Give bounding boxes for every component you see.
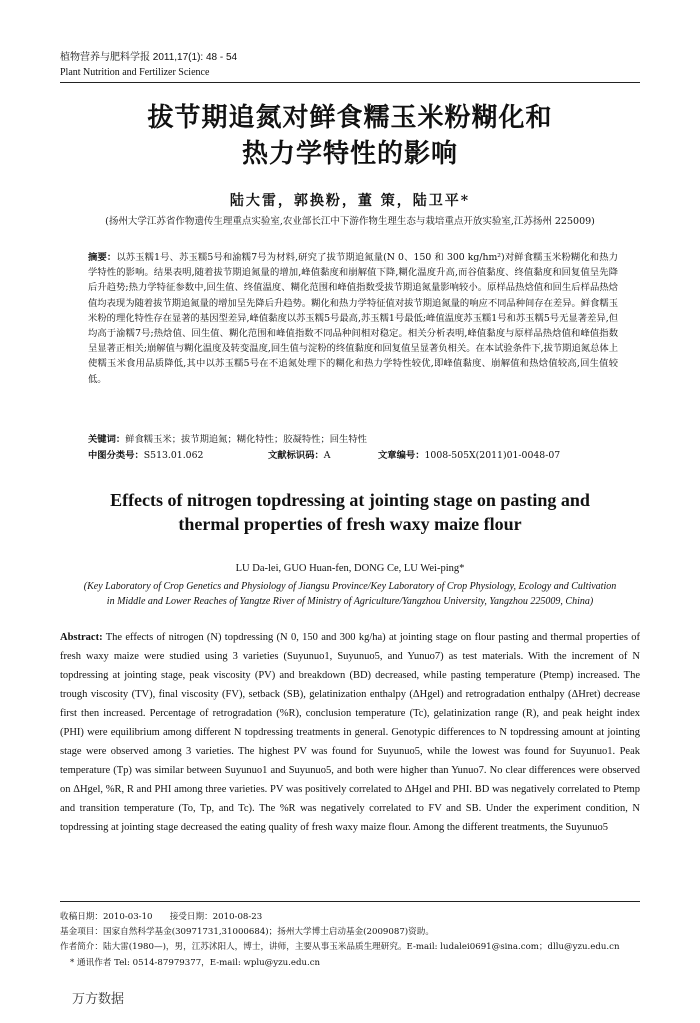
doc-code-value: A	[323, 450, 331, 461]
abstract-en-text: The effects of nitrogen (N) topdressing (N 0, 150 and 300 kg/ha) at jointing stage on flour pasting and thermal properties of fresh waxy maize were studied using 3 varieties (Suyunuo1, Suyunuo5, and Yunuo7) as test materials. With the increment of N topdressing at jointing stage, peak viscosity (PV) and breakdown (BD) decreased, while pasting temperature (Ptemp) increased. The trough viscosity (TV), final viscosity (FV), setback (SB), gelatinization enthalpy (ΔHgel) and retrogradation enthalpy (ΔHret) decrease first then increased. Percentage of retrogradation (%R), conclusion temperature (Tc), gelatinization range (R), and peak height index (PHI) were equilibrium among different N topdressing treatments in general. Genotypic differences to N topdressing amount at jointing stage were observed among 3 varieties. The highest PV was found for Suyunuo5, while the lowest was found for Suyunuo1. Peak temperature (Tp) was similar between Suyunuo1 and Suyunuo5, and both were higher than Yunuo7. No clear differences were observed on ΔHgel, %R, R and PHI among three varieties. PV was positively correlated to ΔHgel and PHI. BD was negatively correlated to Ptemp and transition temperature (To, Tp, and Tc). The %R was negatively correlated to FV and SB. Under the experiment condition, N topdressing at jointing stage decreased the eating quality of fresh waxy maize flour. Among the different treatments, the Suyunuo5	[60, 632, 640, 833]
footnote-corresponding: * 通讯作者 Tel: 0514-87979377，E-mail: wplu@yzu.edu.cn	[70, 958, 321, 968]
affiliation-en-line2: in Middle and Lower Reaches of Yangtze River of Ministry of Agriculture/Yangzhou University, Yangzhou 225009, China)	[106, 596, 594, 607]
footnote-fund: 基金项目：国家自然科学基金(30971731,31000684)；扬州大学博士启动基金(2009087)资助。	[60, 927, 434, 937]
title-en	[60, 488, 640, 536]
journal-citation: 植物营养与肥料学报 2011,17(1): 48 - 54	[60, 52, 238, 63]
title-cn-line2: 热力学特性的影响	[241, 139, 458, 169]
keywords-text: 鲜食糯玉米；拔节期追氮；糊化特性；胶凝特性；回生特性	[125, 434, 367, 445]
footnote-rule	[60, 901, 640, 902]
article-no-label: 文章编号：	[378, 450, 425, 461]
authors-cn: 陆大雷，郭换粉，董 策，陆卫平*	[229, 193, 471, 209]
title-cn	[60, 100, 640, 172]
keywords-label: 关键词：	[88, 434, 126, 445]
affiliation-en	[60, 579, 640, 609]
affiliation-cn: (扬州大学江苏省作物遗传生理重点实验室,农业部长江中下游作物生理生态与栽培重点开放实验室,江苏扬州 225009)	[105, 216, 595, 227]
doc-code-label: 文献标识码：	[268, 450, 324, 461]
footnote-received: 收稿日期：2010-03-10 接受日期：2010-08-23	[60, 912, 263, 922]
title-cn-line1: 拔节期追氮对鲜食糯玉米粉糊化和	[147, 103, 553, 133]
article-no-value: 1008-505X(2011)01-0048-07	[424, 450, 561, 461]
abstract-cn	[88, 250, 618, 387]
classification-line	[88, 448, 618, 463]
watermark: 万方数据	[72, 992, 125, 1007]
affiliation-en-line1: (Key Laboratory of Crop Genetics and Physiology of Jiangsu Province/Key Laboratory of Crop Physiology, Ecology and Cultivation	[83, 581, 617, 592]
authors-en: LU Da-lei, GUO Huan-fen, DONG Ce, LU Wei-ping*	[235, 563, 465, 574]
abstract-cn-text: 以苏玉糯1号、苏玉糯5号和渝糯7号为材料,研究了拔节期追氮量(N 0、150 和 300 kg/hm²)对鲜食糯玉米粉糊化和热力学特性的影响。结果表明,随着拔节期追氮量的增加,峰值黏度和崩解值下降,糊化温度升高,而谷值黏度、终值黏度和回复值呈先降后升趋势;热力学特征参数中,回生值、终值温度、糊化范围和峰值指数受拔节期追氮量影响较小。原样品热焓值和回生后样品热焓值均表现为随着拔节期追氮量的增加呈先降后升趋势。糊化和热力学特征值对拔节期追氮量的响应不同品种间存在差异。鲜食糯玉米粉的理化特性存在显著的基因型差异,峰值黏度以苏玉糯5号最高,苏玉糯1号最低;峰值温度苏玉糯1号和苏玉糯5号无显著差异,但均高于渝糯7号;热焓值、回生值、糊化范围和峰值指数不同品种间相对稳定。相关分析表明,峰值黏度与原样品热焓值和峰值指数呈显著正相关;崩解值与糊化温度及转变温度,回生值与淀粉的终值黏度和回复值呈显著负相关。在本试验条件下,拔节期追氮总体上使糯玉米食用品质降低,其中以苏玉糯5号在不追氮处理下的糊化和热力学特性较优,即峰值黏度、崩解值和热焓值较高,回生值较低。	[88, 252, 618, 385]
abstract-cn-label: 摘要：	[88, 252, 117, 263]
abstract-en	[60, 628, 640, 837]
footnote-bio: 作者简介：陆大雷(1980—)，男，江苏沭阳人，博士，讲师，主要从事玉米品质生理研究。E-mail: ludalei0691@sina.com；dllu@yzu.edu.cn	[60, 942, 620, 952]
clc-value: S513.01.062	[143, 450, 204, 461]
title-en-line2: thermal properties of fresh waxy maize flour	[178, 514, 522, 534]
journal-name-en: Plant Nutrition and Fertilizer Science	[60, 67, 210, 78]
keywords-cn	[88, 432, 618, 447]
abstract-en-label: Abstract:	[60, 632, 103, 643]
clc-label: 中图分类号：	[88, 450, 144, 461]
title-en-line1: Effects of nitrogen topdressing at jointing stage on pasting and	[110, 490, 590, 510]
header-rule	[60, 82, 640, 83]
